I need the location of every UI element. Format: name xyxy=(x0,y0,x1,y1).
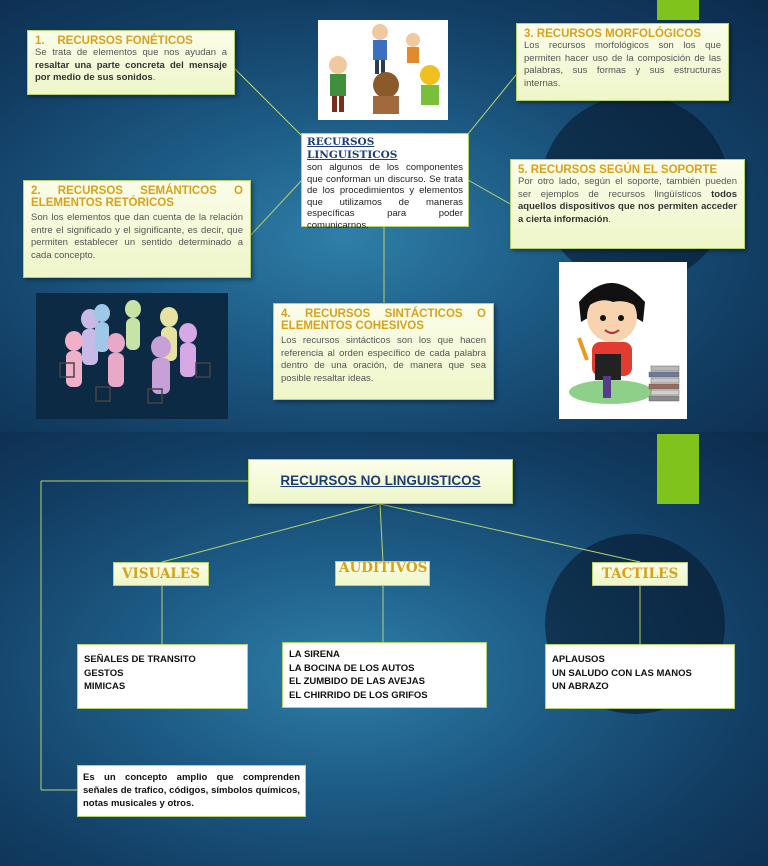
body-text: Se trata de elementos que nos ayudan a xyxy=(35,47,227,58)
concept-box xyxy=(77,765,306,817)
concept-text: Es un concepto amplio que comprenden señales de trafico, códigos, símbolos químicos, notas musicales y otros. xyxy=(83,772,300,809)
body-end: . xyxy=(608,213,611,225)
main-title: RECURSOS NO LINGUISTICOS xyxy=(280,473,481,488)
list-tactiles xyxy=(545,644,735,709)
box-title: 3. RECURSOS MORFOLÓGICOS xyxy=(524,28,701,40)
list-item: EL ZUMBIDO DE LAS AVEJAS xyxy=(289,676,426,687)
list-item: APLAUSOS xyxy=(552,654,605,665)
list-item: LA BOCINA DE LOS AUTOS xyxy=(289,662,415,674)
body-bold-text: todos aquellos dispositivos que nos permiten acceder a cierta información xyxy=(518,188,737,225)
center-title[interactable]: RECURSOS LINGUISTICOS xyxy=(307,136,398,161)
list-item: MIMICAS xyxy=(84,681,126,692)
category-tactiles: TACTILES xyxy=(592,562,688,586)
box-title: 4. RECURSOS SINTÁCTICOS O ELEMENTOS COHESIVOS xyxy=(281,308,490,332)
list-item: LA SIRENA xyxy=(289,649,340,660)
box-title: 5. RECURSOS SEGÚN EL SOPORTE xyxy=(518,164,718,176)
list-visuales xyxy=(77,644,248,709)
box-recursos-morfologicos xyxy=(516,23,729,101)
list-auditivos xyxy=(282,642,487,708)
category-auditivos: AUDITIVOS xyxy=(335,561,430,586)
category-visuales: VISUALES xyxy=(113,562,209,586)
box-body xyxy=(35,47,227,85)
slide-linguistic-resources xyxy=(0,0,768,432)
main-title-box xyxy=(248,459,513,504)
box-body xyxy=(518,176,737,226)
body-bold-text: resaltar una parte concreta del mensaje por medio de sus sonidos xyxy=(35,59,227,83)
list-item: GESTOS xyxy=(84,667,124,679)
box-title: 1. RECURSOS FONÉTICOS xyxy=(35,35,193,47)
box-recursos-soporte xyxy=(510,159,745,249)
kids-talking-illustration xyxy=(318,20,448,120)
box-body: Los recursos sintácticos son los que hacen referencia al orden específico de cada palabra dentro de una oración, de manera que sea posible resaltar ideas. xyxy=(281,335,486,384)
box-body: Los recursos morfológicos son los que permiten hacer uso de la composición de las palabras, sus formas y sus estructuras internas. xyxy=(524,40,721,89)
list-item: SEÑALES DE TRANSITO xyxy=(84,654,196,665)
slide-non-linguistic-resources xyxy=(0,432,768,866)
center-box-recursos-linguisticos xyxy=(301,133,469,231)
body-end: . xyxy=(152,72,156,83)
box-recursos-semanticos xyxy=(23,180,251,278)
3d-figures-circle-illustration xyxy=(36,293,228,419)
center-body: son algunos de los componentes que conforman un discurso. Se trata de los procedimientos y elementos que utilizamos de maneras específicas para poder comunicarnos. xyxy=(307,162,463,231)
box-title: 2. RECURSOS SEMÁNTICOS O ELEMENTOS RETÓRICOS xyxy=(31,185,247,209)
list-item: UN SALUDO CON LAS MANOS xyxy=(552,667,692,679)
box-recursos-foneticos xyxy=(27,30,235,95)
box-body: Son los elementos que dan cuenta de la relación entre el significado y el significante, es decir, que permiten establecer un sentido determinado a cada concepto. xyxy=(31,212,243,261)
boy-reading-illustration xyxy=(559,262,687,419)
list-item: EL CHIRRIDO DE LOS GRIFOS xyxy=(289,689,428,701)
box-recursos-sintacticos xyxy=(273,303,494,400)
list-item: UN ABRAZO xyxy=(552,681,609,692)
body-text: Por otro lado, según el soporte, también pueden ser ejemplos de recursos lingüísticos xyxy=(518,176,737,200)
